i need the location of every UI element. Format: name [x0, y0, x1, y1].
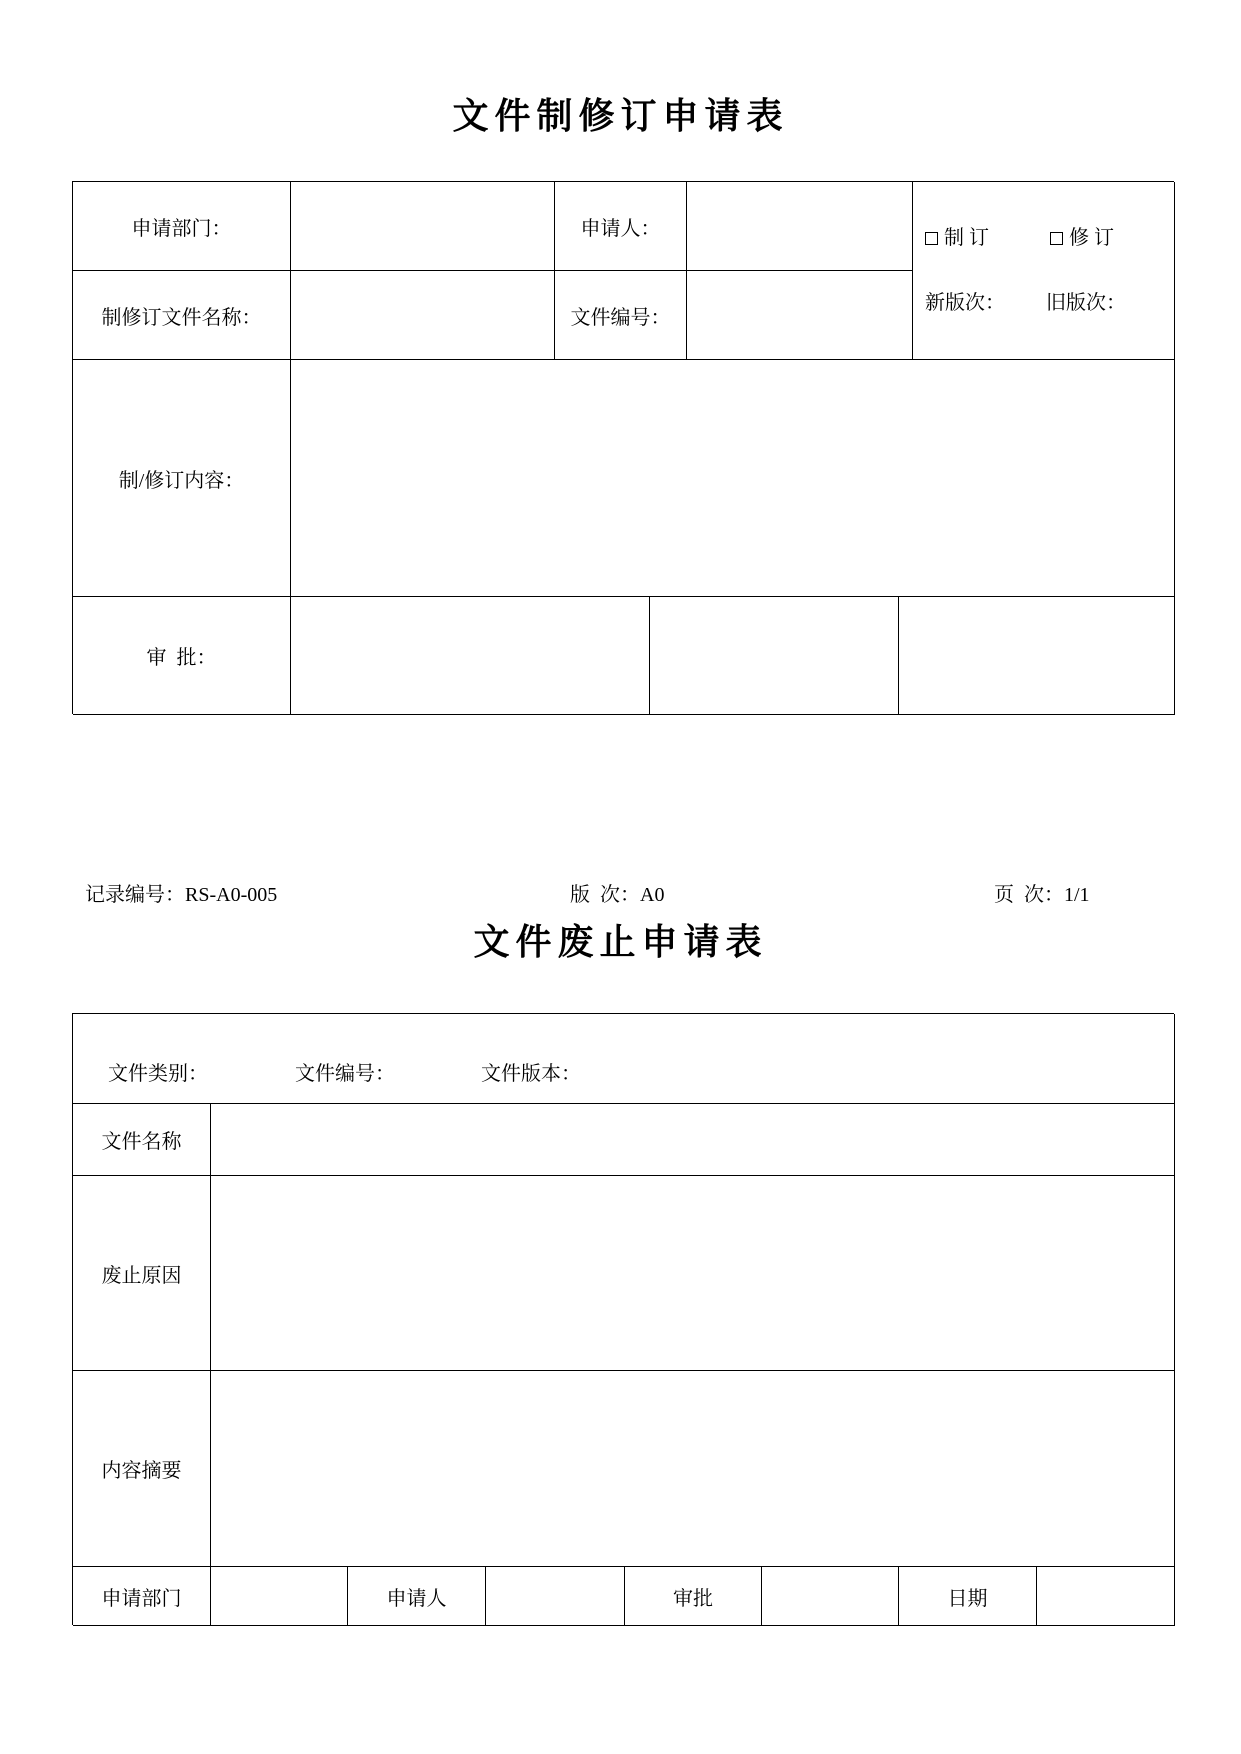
doc-version-label: 文件版本： [481, 1063, 581, 1085]
reason-value-cell [211, 1176, 1175, 1371]
dept-value-cell [211, 1567, 348, 1626]
summary-value-cell [211, 1371, 1175, 1567]
approval-value-cell [762, 1567, 899, 1626]
content-label: 制/修订内容： [118, 469, 245, 492]
dept-label-cell [73, 1567, 211, 1626]
approval-cell-3 [899, 597, 1175, 715]
reason-label-cell [73, 1176, 211, 1371]
approval-cell-1 [291, 597, 650, 715]
approval-cell-2 [650, 597, 899, 715]
option-create-label: 制 订 [944, 227, 989, 249]
date-label-cell [899, 1567, 1037, 1626]
form1-title: 文件制修订申请表 [452, 96, 789, 136]
doc-name-label: 文件名称 [101, 1131, 182, 1153]
applicant-value-cell [486, 1567, 625, 1626]
date-value-cell [1037, 1567, 1175, 1626]
applicant-label-cell [348, 1567, 486, 1626]
doc-name-value-cell [211, 1104, 1175, 1176]
applicant-label: 申请人 [386, 1587, 447, 1610]
doc-name-label-cell [73, 271, 291, 360]
doc-info-row [73, 1014, 1175, 1104]
approval-label: 审批 [673, 1587, 713, 1610]
doc-name-value-cell [291, 271, 555, 360]
record-number: 记录编号：RS-A0-005 [85, 884, 278, 906]
date-label: 日期 [947, 1587, 988, 1610]
new-version-label: 新版次： [925, 292, 1005, 314]
applicant-label: 申请人： [580, 217, 661, 240]
dept-label-cell [73, 182, 291, 271]
record-page: 页 次：1/1 [994, 884, 1090, 906]
dept-value-cell [291, 182, 555, 271]
abolish-request-table [72, 1013, 1174, 1625]
category-label: 文件类别： [108, 1063, 208, 1085]
doc-no-label-cell [555, 271, 687, 360]
option-revise[interactable] [1050, 226, 1114, 250]
record-version: 版 次：A0 [570, 884, 665, 906]
form2-title: 文件废止申请表 [473, 922, 768, 962]
content-value-cell [291, 360, 1175, 597]
revision-type-cell [913, 182, 1175, 360]
doc-no-label: 文件编号： [295, 1063, 395, 1085]
approval-label-cell [73, 597, 291, 715]
checkbox-icon[interactable] [1050, 232, 1063, 245]
doc-no-value-cell [687, 271, 913, 360]
summary-label: 内容摘要 [101, 1460, 182, 1482]
doc-no-label: 文件编号： [570, 306, 671, 329]
applicant-value-cell [687, 182, 913, 271]
revision-request-table [72, 181, 1174, 714]
dept-label: 申请部门 [101, 1587, 182, 1610]
old-version-label: 旧版次： [1046, 292, 1126, 314]
summary-label-cell [73, 1371, 211, 1567]
doc-name-label: 制修订文件名称： [101, 306, 262, 329]
checkbox-icon[interactable] [925, 232, 938, 245]
approval-label-cell [625, 1567, 762, 1626]
content-label-cell [73, 360, 291, 597]
option-create[interactable] [925, 226, 989, 250]
applicant-label-cell [555, 182, 687, 271]
approval-label: 审 批： [146, 647, 217, 669]
dept-label: 申请部门： [131, 217, 232, 240]
reason-label: 废止原因 [101, 1264, 182, 1287]
doc-name-label-cell [73, 1104, 211, 1176]
option-revise-label: 修 订 [1069, 227, 1114, 249]
